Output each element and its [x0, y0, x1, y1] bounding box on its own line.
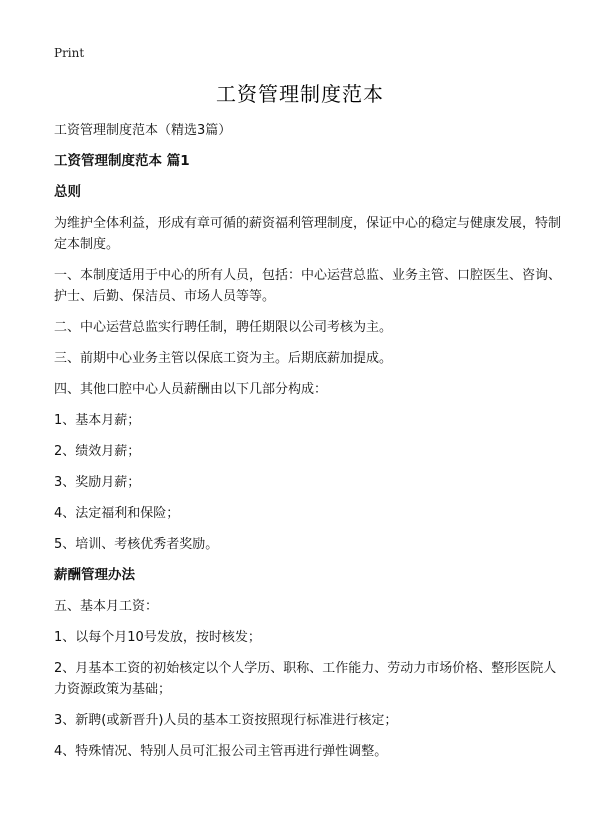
list-item: 4、特殊情况、特别人员可汇报公司主管再进行弹性调整。 [54, 744, 388, 759]
paragraph-pay-components: 四、其他口腔中心人员薪酬由以下几部分构成： [54, 382, 328, 397]
section-heading-salary-management: 薪酬管理办法 [54, 567, 135, 583]
paragraph-supervisor-pay: 三、前期中心业务主管以保底工资为主。后期底薪加提成。 [54, 351, 393, 366]
paragraph-scope: 一、本制度适用于中心的所有人员，包括：中心运营总监、业务主管、口腔医生、咨询、护士、后勤、保洁员、市场人员等等。 [54, 268, 562, 304]
document-subtitle: 工资管理制度范本（精选3篇） [54, 123, 232, 138]
section-heading-general: 总则 [54, 184, 81, 200]
list-item: 4、法定福利和保险； [54, 506, 180, 521]
paragraph-director-appointment: 二、中心运营总监实行聘任制，聘任期限以公司考核为主。 [54, 320, 393, 335]
list-item: 5、培训、考核优秀者奖励。 [54, 537, 219, 552]
list-item: 2、月基本工资的初始核定以个人学历、职称、工作能力、劳动力市场价格、整形医院人力资源政策为基础； [54, 661, 557, 697]
article-heading: 工资管理制度范本 篇1 [54, 153, 190, 169]
list-item: 1、以每个月10号发放，按时核发； [54, 630, 261, 645]
print-label: Print [54, 46, 85, 60]
list-item: 1、基本月薪； [54, 413, 141, 428]
paragraph-base-salary: 五、基本月工资： [54, 599, 159, 614]
list-item: 3、新聘(或新晋升)人员的基本工资按照现行标准进行核定； [54, 713, 398, 728]
page-title: 工资管理制度范本 [216, 82, 384, 106]
paragraph-purpose: 为维护全体利益，形成有章可循的薪资福利管理制度，保证中心的稳定与健康发展，特制定本制度。 [54, 216, 562, 252]
list-item: 3、奖励月薪； [54, 475, 141, 490]
list-item: 2、绩效月薪； [54, 444, 141, 459]
document-body [54, 120, 564, 772]
